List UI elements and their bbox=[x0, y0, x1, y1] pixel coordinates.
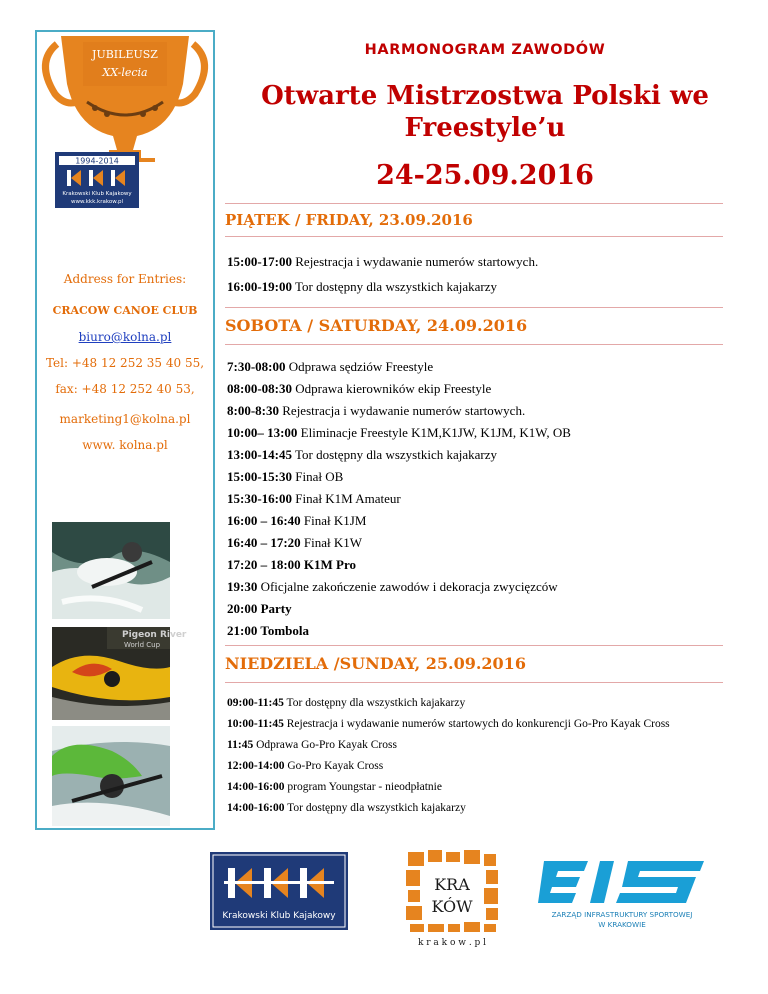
schedule-row: 20:00 Party bbox=[227, 601, 292, 616]
schedule-row: 16:00-19:00 Tor dostępny dla wszystkich kajakarzy bbox=[227, 279, 497, 294]
schedule-row: 8:00-8:30 Rejestracja i wydawanie numerów startowych. bbox=[227, 403, 526, 418]
trophy-line1: JUBILEUSZ bbox=[92, 48, 158, 61]
photo-banner-text2: World Cup bbox=[124, 641, 161, 649]
event-date: 24-25.09.2016 bbox=[376, 160, 594, 191]
friday-heading: PIĄTEK / FRIDAY, 23.09.2016 bbox=[225, 203, 723, 237]
schedule-row: 12:00-14:00 Go-Pro Kayak Cross bbox=[227, 760, 384, 772]
schedule-row: 08:00-08:30 Odprawa kierowników ekip Freestyle bbox=[227, 381, 492, 396]
schedule-row: 15:00-15:30 Finał OB bbox=[227, 469, 344, 484]
schedule-row: 14:00-16:00 Tor dostępny dla wszystkich kajakarzy bbox=[227, 802, 466, 814]
schedule-row: 11:45 Odprawa Go-Pro Kayak Cross bbox=[227, 739, 397, 751]
kayak-photo-3 bbox=[52, 726, 170, 826]
zis-line1: ZARZĄD INFRASTRUKTURY SPORTOWEJ bbox=[551, 910, 693, 919]
krakow-logo-url: k r a k o w . p l bbox=[417, 938, 487, 948]
schedule-row: 16:00 – 16:40 Finał K1JM bbox=[227, 513, 367, 528]
schedule-row: 10:00– 13:00 Eliminacje Freestyle K1M,K1JW, K1JM, K1W, OB bbox=[227, 425, 571, 440]
schedule-row: 14:00-16:00 program Youngstar - nieodpłatnie bbox=[227, 781, 442, 793]
schedule-row: 16:40 – 17:20 Finał K1W bbox=[227, 535, 363, 550]
event-title-line1: Otwarte Mistrzostwa Polski we bbox=[261, 81, 709, 111]
schedule-row: 13:00-14:45 Tor dostępny dla wszystkich kajakarzy bbox=[227, 447, 497, 462]
trophy-site: www.kkk.krakow.pl bbox=[71, 199, 123, 205]
trophy-club: Krakowski Klub Kajakowy bbox=[62, 191, 132, 197]
marketing-email: marketing1@kolna.pl bbox=[59, 412, 191, 426]
sunday-heading: NIEDZIELA /SUNDAY, 25.09.2016 bbox=[225, 645, 723, 683]
schedule-row: 19:30 Oficjalne zakończenie zawodów i dekoracja zwycięzców bbox=[227, 579, 558, 594]
schedule-row: 7:30-08:00 Odprawa sędziów Freestyle bbox=[227, 359, 434, 374]
kayak-photo-2 bbox=[52, 627, 187, 720]
phone-number: Tel: +48 12 252 35 40 55, bbox=[45, 356, 205, 370]
kayak-photo-1 bbox=[52, 522, 170, 619]
website-link: www. kolna.pl bbox=[82, 438, 168, 452]
schedule-row: 09:00-11:45 Tor dostępny dla wszystkich kajakarzy bbox=[227, 697, 466, 709]
club-name: CRACOW CANOE CLUB bbox=[52, 304, 198, 317]
jubilee-trophy-logo bbox=[37, 32, 213, 212]
sidebar-box bbox=[35, 30, 215, 830]
fax-number: fax: +48 12 252 40 53, bbox=[55, 382, 195, 396]
krakow-logo-top: KRA bbox=[434, 875, 470, 894]
saturday-heading: SOBOTA / SATURDAY, 24.09.2016 bbox=[225, 307, 723, 345]
trophy-years: 1994-2014 bbox=[75, 156, 119, 166]
kkk-club-logo bbox=[210, 852, 348, 930]
krakow-logo-bottom: KÓW bbox=[431, 897, 473, 916]
schedule-row: 15:00-17:00 Rejestracja i wydawanie numerów startowych. bbox=[227, 254, 539, 269]
schedule-row: 10:00-11:45 Rejestracja i wydawanie numerów startowych do konkurencji Go-Pro Kayak Cross bbox=[227, 718, 670, 730]
event-title-line2: Freestyle’u bbox=[404, 113, 566, 143]
schedule-row: 17:20 – 18:00 K1M Pro bbox=[227, 557, 357, 572]
zis-krakow-logo bbox=[536, 855, 708, 935]
kkk-logo-text: Krakowski Klub Kajakowy bbox=[222, 911, 336, 921]
zis-line2: W KRAKOWIE bbox=[598, 920, 646, 929]
email-link[interactable]: biuro@kolna.pl bbox=[78, 330, 172, 344]
schedule-row: 15:30-16:00 Finał K1M Amateur bbox=[227, 491, 401, 506]
schedule-heading: HARMONOGRAM ZAWODÓW bbox=[364, 42, 606, 58]
address-label: Address for Entries: bbox=[63, 272, 187, 286]
trophy-line2: XX-lecia bbox=[102, 66, 148, 79]
photo-banner-text: Pigeon River bbox=[122, 630, 187, 640]
event-title bbox=[240, 80, 730, 144]
schedule-row: 21:00 Tombola bbox=[227, 623, 309, 638]
krakow-city-logo bbox=[402, 848, 502, 948]
